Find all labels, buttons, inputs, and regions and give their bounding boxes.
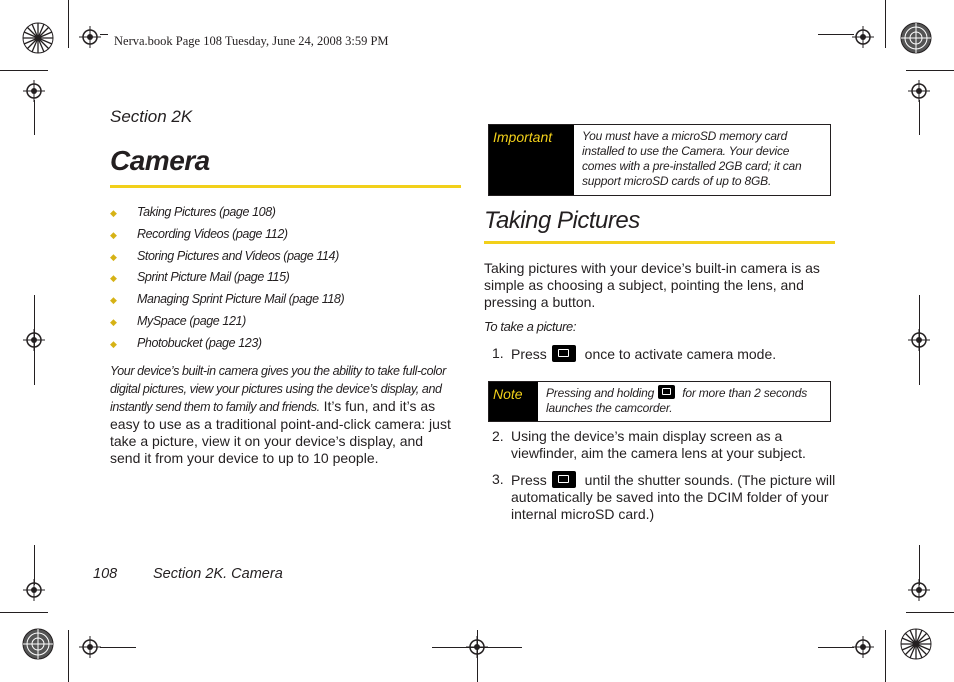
step-text-after: until the shutter sounds. (The picture will automatically be saved into the DCIM folder of your internal microSD card.): [511, 472, 836, 522]
toc-item[interactable]: [110, 249, 450, 271]
print-slug: Nerva.book Page 108 Tuesday, June 24, 2008 3:59 PM: [114, 34, 389, 48]
footer-section: Section 2K. Camera: [153, 566, 283, 582]
note-text: [538, 382, 830, 421]
camera-key-icon: [658, 385, 675, 399]
intro-rest: It’s fun, and it’s as easy to use as a traditional point-and-click camera: just take a picture, view it on your device’s display, and send it from your device to up to 10 people.: [110, 398, 451, 466]
diamond-bullet-icon: ◆: [110, 316, 117, 327]
toc-item-label: Storing Pictures and Videos (page 114): [137, 248, 339, 263]
camera-key-icon: [552, 345, 576, 362]
toc-item[interactable]: [110, 292, 450, 314]
diamond-bullet-icon: ◆: [110, 229, 117, 240]
step-number: 2.: [492, 428, 504, 444]
step-text-after: once to activate camera mode.: [580, 346, 777, 362]
toc-item-label: Photobucket (page 123): [137, 335, 262, 350]
step-text: [511, 471, 839, 523]
step-number: 3.: [492, 471, 504, 487]
color-bar-rose-icon: [22, 22, 54, 54]
step-3: [492, 471, 840, 525]
note-text-after: for more than 2 seconds launches the camcorder.: [546, 386, 808, 415]
toc-item[interactable]: [110, 227, 450, 249]
note-callout: [488, 381, 831, 422]
toc-item-label: MySpace (page 121): [137, 313, 246, 328]
step-2: [492, 428, 840, 464]
toc-item[interactable]: [110, 205, 450, 227]
section-label: Section 2K: [110, 107, 193, 126]
chapter-toc: [110, 205, 450, 358]
chapter-title: Camera: [110, 145, 210, 176]
note-text-before: Pressing and holding: [546, 386, 655, 400]
section-heading: Taking Pictures: [484, 207, 640, 234]
step-text-before: Press: [511, 472, 547, 488]
important-text: You must have a microSD memory card installed to use the Camera. Your device comes with a pre-installed 2GB card; it can support microSD cards of up to 8GB.: [582, 129, 802, 188]
intro-paragraph: [110, 362, 455, 467]
diamond-bullet-icon: ◆: [110, 251, 117, 262]
procedure-subhead: To take a picture:: [484, 319, 577, 334]
camera-key-icon: [552, 471, 576, 488]
toc-item-label: Recording Videos (page 112): [137, 226, 288, 241]
toc-item[interactable]: [110, 314, 450, 336]
important-callout: [488, 124, 831, 196]
section-heading-rule: [484, 241, 835, 244]
step-1: [492, 345, 840, 365]
color-bar-rose-icon: [22, 628, 54, 660]
chapter-title-rule: [110, 185, 461, 188]
intro-lead: Your device’s built-in camera gives you the ability to take full-color digital pictures, view your pictures using the device’s display, and instantly send them to family and friends.: [110, 364, 446, 414]
registration-mark-icon: [79, 26, 101, 48]
registration-mark-icon: [908, 80, 930, 102]
note-tag: Note: [489, 382, 538, 421]
body-paragraph: Taking pictures with your device’s built-in camera is as simple as choosing a subject, pointing the lens, and pressing a button.: [484, 260, 820, 310]
color-bar-rose-icon: [900, 22, 932, 54]
toc-item[interactable]: [110, 336, 450, 358]
step-number: 1.: [492, 345, 504, 361]
step-text: [511, 345, 839, 363]
toc-item-label: Sprint Picture Mail (page 115): [137, 270, 290, 285]
color-bar-rose-icon: [900, 628, 932, 660]
toc-item-label: Taking Pictures (page 108): [137, 205, 276, 219]
registration-mark-icon: [852, 26, 874, 48]
registration-mark-icon: [852, 636, 874, 658]
diamond-bullet-icon: ◆: [110, 338, 117, 349]
registration-mark-icon: [79, 636, 101, 658]
step-text: Using the device’s main display screen as a viewfinder, aim the camera lens at your subject.: [511, 428, 806, 461]
diamond-bullet-icon: ◆: [110, 273, 117, 284]
diamond-bullet-icon: ◆: [110, 208, 117, 218]
important-tag: Important: [489, 125, 574, 195]
diamond-bullet-icon: ◆: [110, 295, 117, 306]
registration-mark-icon: [23, 80, 45, 102]
toc-item-label: Managing Sprint Picture Mail (page 118): [137, 292, 345, 307]
page-number: 108: [93, 566, 118, 582]
toc-item[interactable]: [110, 270, 450, 292]
step-text-before: Press: [511, 346, 547, 362]
